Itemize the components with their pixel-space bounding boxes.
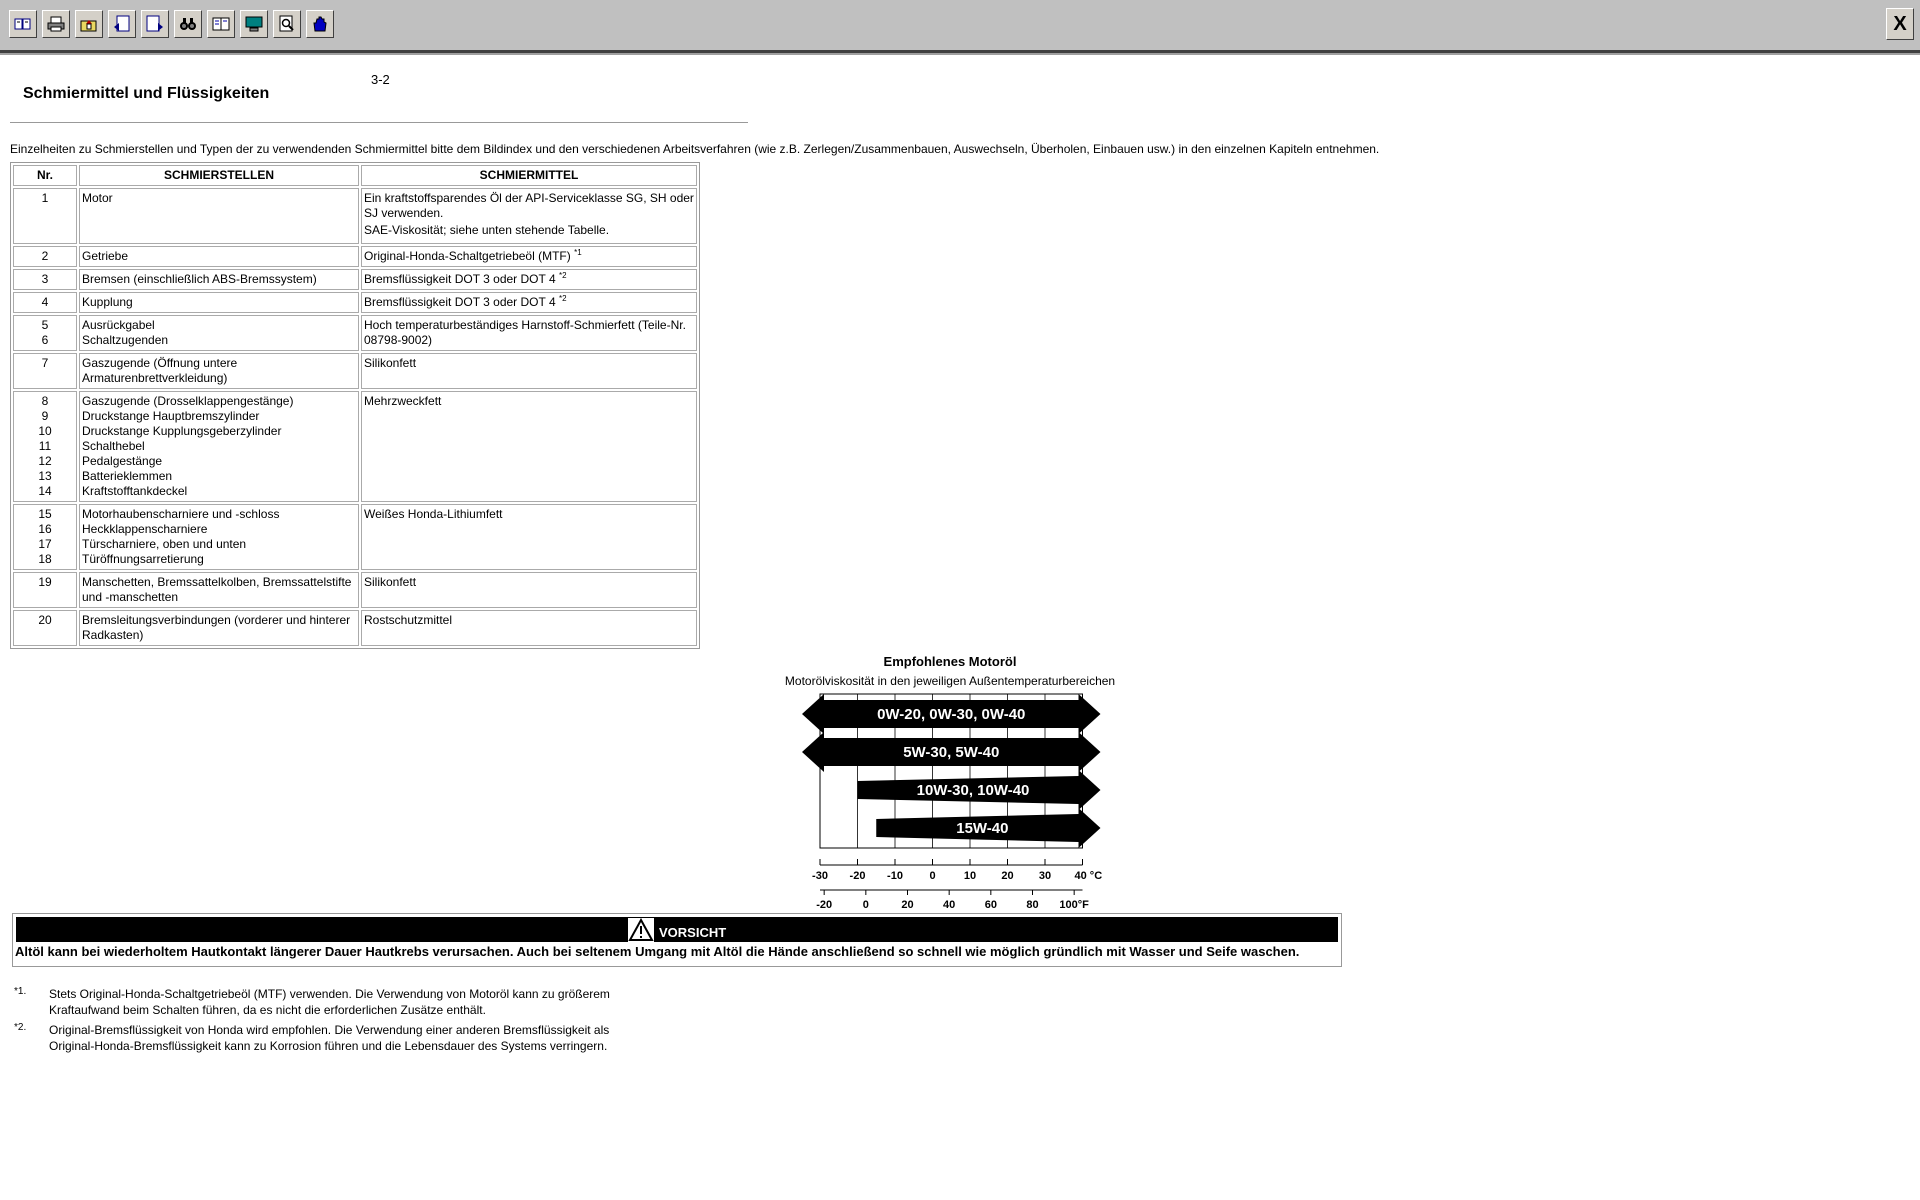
warning-box (12, 913, 1342, 967)
celsius-tick-label: -30 (812, 870, 828, 882)
oil-chart-subtitle: Motorölviskosität in den jeweiligen Außentemperaturbereichen (784, 674, 1116, 688)
row-number: 4 (41, 295, 49, 309)
fahrenheit-tick-label: 100°F (1059, 899, 1089, 911)
footnote-2-text (49, 1022, 609, 1054)
cell-nr (13, 315, 77, 351)
schmiermittel-label: Ein kraftstoffsparendes Öl der API-Serviceklasse SG, SH oder SJ verwenden. (364, 191, 694, 220)
schmiermittel-text (364, 394, 694, 409)
cell-nr (13, 246, 77, 267)
cell-nr (13, 391, 77, 502)
row-number: 18 (38, 552, 52, 566)
footnote-1-text (49, 986, 610, 1018)
footnote-2-mark: *2. (14, 1022, 27, 1033)
row-number: 10 (38, 424, 52, 438)
row-number: 12 (38, 454, 52, 468)
row-number: 3 (41, 272, 49, 286)
footnote-2-line-1: Original-Bremsflüssigkeit von Honda wird empfohlen. Die Verwendung einer anderen Bremsflüssigkeit als (49, 1023, 610, 1037)
footnote-2-line-2: Original-Honda-Bremsflüssigkeit kann zu Korrosion führen und die Lebensdauer des Systems verringern. (49, 1039, 608, 1053)
schmiermittel-text (364, 575, 694, 590)
home-folder-icon[interactable] (75, 10, 103, 38)
page-title: Schmiermittel und Flüssigkeiten (23, 85, 270, 102)
schmiermittel-text (364, 356, 694, 371)
oil-viscosity-chart (780, 690, 1140, 920)
row-number: 5 (41, 318, 49, 332)
schmierstelle-text: Druckstange Kupplungsgeberzylinder (82, 424, 282, 438)
cell-nr (13, 292, 77, 313)
celsius-tick-label: 10 (963, 870, 977, 882)
cell-schmierstelle (79, 572, 359, 608)
cell-schmiermittel (361, 572, 697, 608)
table-row (13, 292, 697, 313)
schmierstelle-text: Schaltzugenden (82, 333, 169, 347)
row-number: 6 (41, 333, 49, 347)
cell-nr (13, 188, 77, 244)
schmiermittel-label: Rostschutzmittel (364, 613, 453, 627)
table-row (13, 246, 697, 267)
schmierstelle-text: Gaszugende (Drosselklappengestänge) (82, 394, 294, 408)
table-row (13, 391, 697, 502)
schmiermittel-label: Bremsflüssigkeit DOT 3 oder DOT 4 (364, 295, 556, 309)
cell-schmiermittel (361, 391, 697, 502)
fahrenheit-tick-label: 80 (1026, 899, 1039, 911)
row-number: 9 (41, 409, 49, 423)
cell-schmierstelle (79, 353, 359, 389)
schmierstelle-text: Batterieklemmen (82, 469, 173, 483)
title-divider (10, 122, 748, 123)
page-forward-icon[interactable] (141, 10, 169, 38)
schmiermittel-text (364, 318, 694, 348)
footnote-1-mark: *1. (14, 986, 27, 997)
schmierstelle-text: Heckklappenscharniere (82, 522, 208, 536)
close-button[interactable]: X (1886, 8, 1914, 40)
cell-schmiermittel (361, 315, 697, 351)
table-row (13, 188, 697, 244)
toolbar (0, 0, 1920, 51)
cell-nr (13, 572, 77, 608)
page-back-icon[interactable] (108, 10, 136, 38)
row-number: 19 (38, 575, 52, 589)
schmiermittel-text (364, 191, 694, 221)
celsius-tick-label: 20 (1001, 870, 1014, 882)
schmiermittel-text (364, 272, 694, 287)
celsius-tick-label: 0 (929, 870, 936, 882)
column-header-schmiermittel: SCHMIERMITTEL (361, 165, 697, 186)
schmierstelle-text: Druckstange Hauptbremszylinder (82, 409, 260, 423)
cell-schmierstelle (79, 315, 359, 351)
schmiermittel-label: Mehrzweckfett (364, 394, 442, 408)
cell-schmierstelle (79, 246, 359, 267)
hand-icon[interactable] (306, 10, 334, 38)
footnote-1-line-1: Stets Original-Honda-Schaltgetriebeöl (MTF) verwenden. Die Verwendung von Motoröl kann zu größerem (49, 987, 610, 1001)
schmierstelle-text: Getriebe (82, 249, 129, 263)
footnote-reference: *1 (574, 248, 582, 257)
cell-schmiermittel (361, 353, 697, 389)
viscosity-band-label: 5W-30, 5W-40 (903, 744, 1000, 761)
footnote-1-line-2: Kraftaufwand beim Schalten führen, da es nicht die erforderlichen Zusätze enthält. (49, 1003, 486, 1017)
cell-nr (13, 269, 77, 290)
cell-schmierstelle (79, 269, 359, 290)
schmiermittel-label: Silikonfett (364, 356, 417, 370)
table-row (13, 610, 697, 646)
cell-schmierstelle (79, 504, 359, 570)
intro-text: Einzelheiten zu Schmierstellen und Typen der zu verwendenden Schmiermittel bitte dem Bildindex und den verschiedenen Arbeitsverfahren (wie z.B. Zerlegen/Zusammenbauen, Auswechseln, Überholen, Einbauen usw.) in den einzelnen Kapiteln entnehmen. (10, 142, 1380, 156)
schmierstelle-text: Motor (82, 191, 113, 205)
row-number: 16 (38, 522, 52, 536)
row-number: 17 (38, 537, 52, 551)
table-row (13, 504, 697, 570)
warning-label: VORSICHT (659, 925, 727, 940)
oil-chart-title: Empfohlenes Motoröl (883, 654, 1017, 669)
table-row (13, 572, 697, 608)
footnote-reference: *2 (558, 294, 567, 303)
cell-schmierstelle (79, 292, 359, 313)
schmierstelle-text: Pedalgestänge (82, 454, 163, 468)
row-number: 20 (38, 613, 52, 627)
schmiermittel-label: Original-Honda-Schaltgetriebeöl (MTF) (364, 249, 571, 263)
cell-schmiermittel (361, 610, 697, 646)
schmierstelle-text: Kupplung (82, 295, 133, 309)
warning-triangle-icon (628, 918, 654, 942)
fahrenheit-tick-label: 40 (943, 899, 956, 911)
row-number: 11 (38, 439, 52, 453)
page-number: 3-2 (371, 72, 390, 87)
schmiermittel-label: SAE-Viskosität; siehe unten stehende Tabelle. (364, 223, 610, 237)
cell-schmiermittel (361, 292, 697, 313)
row-number: 14 (38, 484, 52, 498)
cell-schmiermittel (361, 246, 697, 267)
warning-header (16, 917, 1338, 942)
footnote-reference: *2 (558, 271, 567, 280)
row-number: 2 (41, 249, 49, 263)
schmierstelle-text: Manschetten, Bremssattelkolben, Bremssattelstifte und -manschetten (82, 575, 352, 604)
schmierstelle-text: Motorhaubenscharniere und -schloss (82, 507, 280, 521)
column-header-schmierstellen: SCHMIERSTELLEN (79, 165, 359, 186)
celsius-tick-label: -20 (849, 870, 866, 882)
cell-nr (13, 504, 77, 570)
cell-schmierstelle (79, 391, 359, 502)
warning-text: Altöl kann bei wiederholtem Hautkontakt längerer Dauer Hautkrebs verursachen. Auch bei seltenem Umgang mit Altöl die Hände anschließend so schnell wie möglich gründlich mit Wasser und Seife waschen. (15, 944, 1300, 959)
schmierstelle-text: Bremsen (einschließlich ABS-Bremssystem) (82, 272, 317, 286)
schmierstelle-text: Schalthebel (82, 439, 145, 453)
celsius-tick-label: -10 (887, 870, 903, 882)
row-number: 7 (41, 356, 49, 370)
schmierstelle-text: Türöffnungsarretierung (82, 552, 204, 566)
table-row (13, 269, 697, 290)
row-number: 15 (38, 507, 52, 521)
open-book-icon[interactable] (207, 10, 235, 38)
viscosity-band-label: 15W-40 (956, 820, 1009, 837)
schmiermittel-label: Bremsflüssigkeit DOT 3 oder DOT 4 (364, 272, 556, 286)
schmiermittel-text (364, 295, 694, 310)
cell-schmierstelle (79, 188, 359, 244)
table-row (13, 315, 697, 351)
fahrenheit-tick-label: -20 (816, 899, 833, 911)
schmiermittel-label: Silikonfett (364, 575, 417, 589)
fahrenheit-tick-label: 0 (862, 899, 869, 911)
column-header-nr: Nr. (13, 165, 77, 186)
fahrenheit-tick-label: 20 (901, 899, 914, 911)
print-icon[interactable] (42, 10, 70, 38)
binoculars-search-icon[interactable] (174, 10, 202, 38)
schmiermittel-text (364, 249, 694, 264)
monitor-icon[interactable] (240, 10, 268, 38)
cell-schmiermittel (361, 504, 697, 570)
celsius-tick-label: 40 °C (1074, 870, 1103, 882)
schmiermittel-label: Hoch temperaturbeständiges Harnstoff-Schmierfett (Teile-Nr. 08798-9002) (364, 318, 686, 347)
lubricant-table (10, 162, 700, 649)
schmierstelle-text: Gaszugende (Öffnung untere Armaturenbrettverkleidung) (82, 356, 238, 385)
celsius-tick-label: 30 (1038, 870, 1052, 882)
schmiermittel-text (364, 223, 694, 238)
row-number: 13 (38, 469, 52, 483)
cell-schmierstelle (79, 610, 359, 646)
schmierstelle-text: Türscharniere, oben und unten (82, 537, 247, 551)
cell-schmiermittel (361, 269, 697, 290)
schmierstelle-text: Ausrückgabel (82, 318, 155, 332)
fahrenheit-tick-label: 60 (984, 899, 997, 911)
toolbar-separator-shadow (0, 53, 1920, 55)
cell-nr (13, 353, 77, 389)
schmierstelle-text: Bremsleitungsverbindungen (vorderer und hinterer Radkasten) (82, 613, 351, 642)
schmiermittel-label: Weißes Honda-Lithiumfett (364, 507, 503, 521)
cell-nr (13, 610, 77, 646)
schmierstelle-text: Kraftstofftankdeckel (82, 484, 188, 498)
table-row (13, 353, 697, 389)
row-number: 8 (41, 394, 49, 408)
schmiermittel-text (364, 613, 694, 628)
viscosity-band-label: 10W-30, 10W-40 (916, 782, 1030, 799)
viscosity-band-label: 0W-20, 0W-30, 0W-40 (877, 706, 1026, 723)
schmiermittel-text (364, 507, 694, 522)
preview-magnifier-icon[interactable] (273, 10, 301, 38)
contents-book-icon[interactable] (9, 10, 37, 38)
row-number: 1 (41, 191, 49, 205)
cell-schmiermittel (361, 188, 697, 244)
